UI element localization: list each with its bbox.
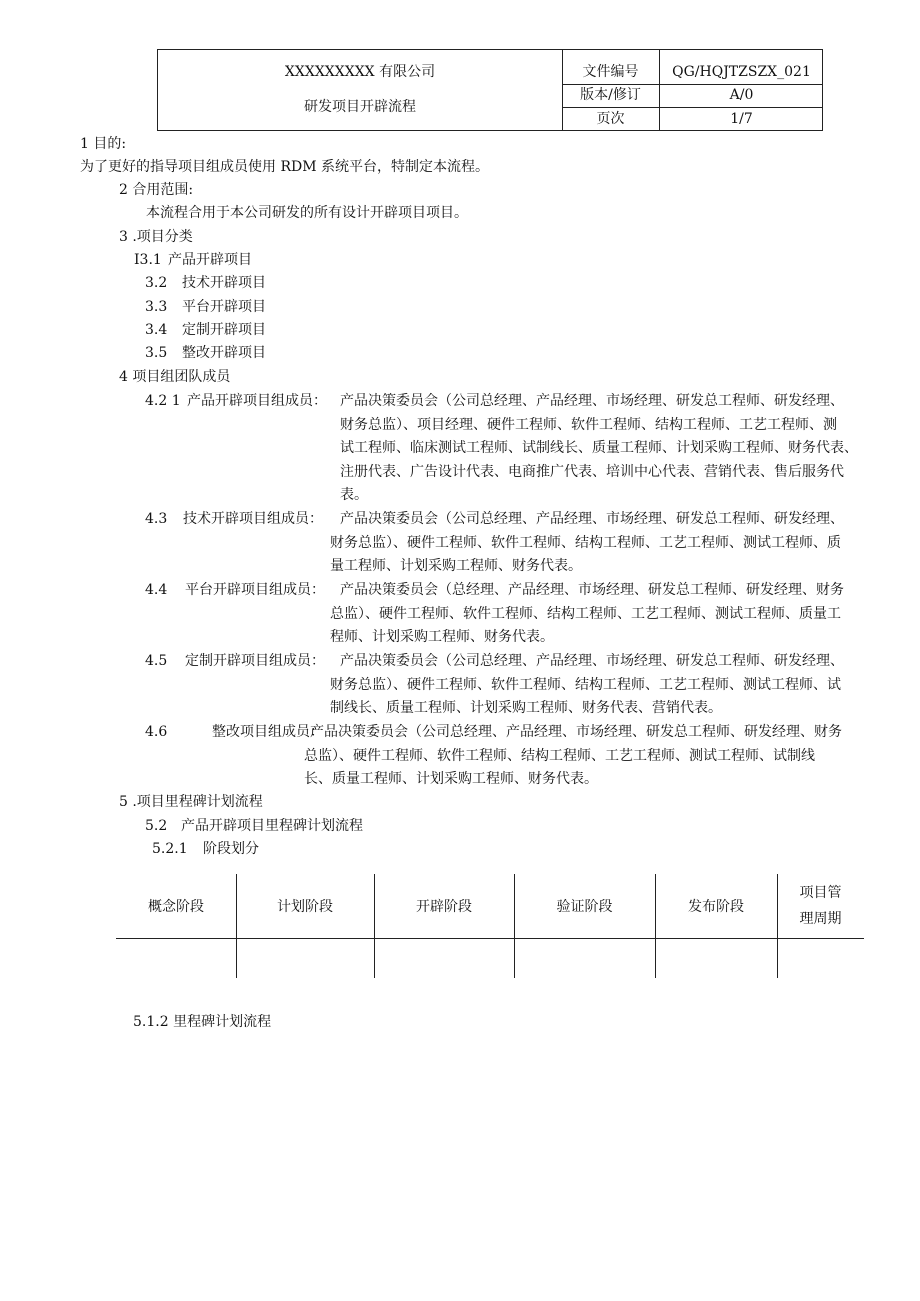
team-item-line: 财务总监）、项目经理、硬件工程师、软件工程师、结构工程师、工艺工程师、测 — [340, 417, 837, 433]
page-value: 1/7 — [730, 111, 753, 127]
category-label: 平台开辟项目 — [182, 299, 266, 315]
team-item-lead: 产品开辟项目组成员： — [187, 393, 327, 409]
team-item-line: 长、质量工程师、计划采购工程师、财务代表。 — [304, 771, 598, 787]
subsection-label: 产品开辟项目里程碑计划流程 — [181, 818, 363, 834]
version-value: A/0 — [729, 87, 754, 103]
category-label: 产品开辟项目 — [168, 252, 252, 268]
team-item-num: 4.5 — [145, 653, 168, 669]
team-item-line: 试工程师、临床测试工程师、试制线长、质量工程师、计划采购工程师、财务代表、 — [340, 440, 858, 456]
category-label: 整改开辟项目 — [182, 345, 266, 361]
document-title: 研发项目开辟流程 — [304, 99, 416, 115]
company-name: XXXXXXXXX 有限公司 — [284, 64, 436, 80]
stage-divider — [514, 874, 515, 978]
document-header-table — [157, 49, 823, 131]
team-item-num: 4.2 1 — [145, 393, 181, 409]
category-num: 3.3 — [145, 299, 168, 315]
stage-concept: 概念阶段 — [148, 899, 204, 915]
stage-divider — [236, 874, 237, 978]
section-4-heading: 4 项目组团队成员 — [119, 369, 231, 385]
team-item-num: 4.4 — [145, 582, 168, 598]
stage-divider — [374, 874, 375, 978]
team-item-line: 量工程师、计划采购工程师、财务代表。 — [330, 558, 582, 574]
team-item-line: 总监）、硬件工程师、软件工程师、结构工程师、工艺工程师、测试工程师、试制线 — [304, 748, 815, 764]
section-2-body: 本流程合用于本公司研发的所有设计开辟项目项目。 — [146, 205, 468, 221]
category-num: 3.4 — [145, 322, 168, 338]
management-cycle-line2: 理周期 — [799, 911, 842, 927]
team-item-line: 产品决策委员会（公司总经理、产品经理、市场经理、研发总工程师、研发经理、财务 — [310, 724, 842, 740]
subsubsection-num: 5.2.1 — [152, 841, 188, 857]
page-label: 页次 — [596, 111, 625, 127]
team-item-num: 4.6 — [145, 724, 168, 740]
doc-no-label: 文件编号 — [582, 64, 639, 80]
team-item-line: 程师、计划采购工程师、财务代表。 — [330, 629, 554, 645]
next-subsection: 5.1.2 里程碑计划流程 — [133, 1014, 272, 1030]
stage-divider — [655, 874, 656, 978]
team-item-line: 财务总监）、硬件工程师、软件工程师、结构工程师、工艺工程师、测试工程师、试 — [330, 677, 841, 693]
stage-plan: 计划阶段 — [277, 899, 333, 915]
section-3-heading: 3 .项目分类 — [119, 229, 193, 245]
team-item-line: 产品决策委员会（总经理、产品经理、市场经理、研发总工程师、研发经理、财务 — [340, 582, 844, 598]
stage-verify: 验证阶段 — [556, 899, 613, 915]
management-cycle-line1: 项目管 — [799, 885, 842, 901]
stage-release: 发布阶段 — [688, 899, 744, 915]
category-num: I3.1 — [134, 252, 162, 268]
team-item-line: 制线长、质量工程师、计划采购工程师、财务代表、营销代表。 — [330, 700, 722, 716]
team-item-lead: 平台开辟项目组成员： — [185, 582, 325, 598]
category-num: 3.2 — [145, 275, 168, 291]
version-label: 版本/修订 — [580, 87, 641, 103]
section-1-body: 为了更好的指导项目组成员使用 RDM 系统平台，特制定本流程。 — [80, 159, 489, 175]
team-item-lead: 定制开辟项目组成员： — [185, 653, 325, 669]
team-item-num: 4.3 — [145, 511, 168, 527]
team-item-lead: 技术开辟项目组成员： — [183, 511, 323, 527]
subsubsection-label: 阶段划分 — [203, 841, 259, 857]
team-item-line: 产品决策委员会（公司总经理、产品经理、市场经理、研发总工程师、研发经理、 — [340, 393, 844, 409]
team-item-line: 财务总监）、硬件工程师、软件工程师、结构工程师、工艺工程师、测试工程师、质 — [330, 535, 841, 551]
team-item-line: 产品决策委员会（公司总经理、产品经理、市场经理、研发总工程师、研发经理、 — [340, 653, 844, 669]
category-label: 定制开辟项目 — [182, 322, 266, 338]
stage-table — [116, 874, 864, 978]
subsection-num: 5.2 — [145, 818, 168, 834]
team-item-line: 注册代表、广告设计代表、电商推广代表、培训中心代表、营销代表、售后服务代 — [340, 464, 844, 480]
stage-table-rule — [116, 938, 864, 939]
section-2-heading: 2 合用范围: — [119, 182, 194, 198]
doc-no-value: QG/HQJTZSZX_021 — [672, 64, 811, 80]
team-item-line: 表。 — [340, 487, 368, 503]
team-item-line: 产品决策委员会（公司总经理、产品经理、市场经理、研发总工程师、研发经理、 — [340, 511, 844, 527]
stage-develop: 开辟阶段 — [416, 899, 472, 915]
team-item-line: 总监）、硬件工程师、软件工程师、结构工程师、工艺工程师、测试工程师、质量工 — [330, 606, 841, 622]
category-label: 技术开辟项目 — [182, 275, 266, 291]
section-1-heading: 1 目的: — [80, 136, 127, 152]
section-5-heading: 5 .项目里程碑计划流程 — [119, 794, 263, 810]
team-item-lead: 整改项目组成员： — [212, 724, 324, 740]
category-num: 3.5 — [145, 345, 168, 361]
